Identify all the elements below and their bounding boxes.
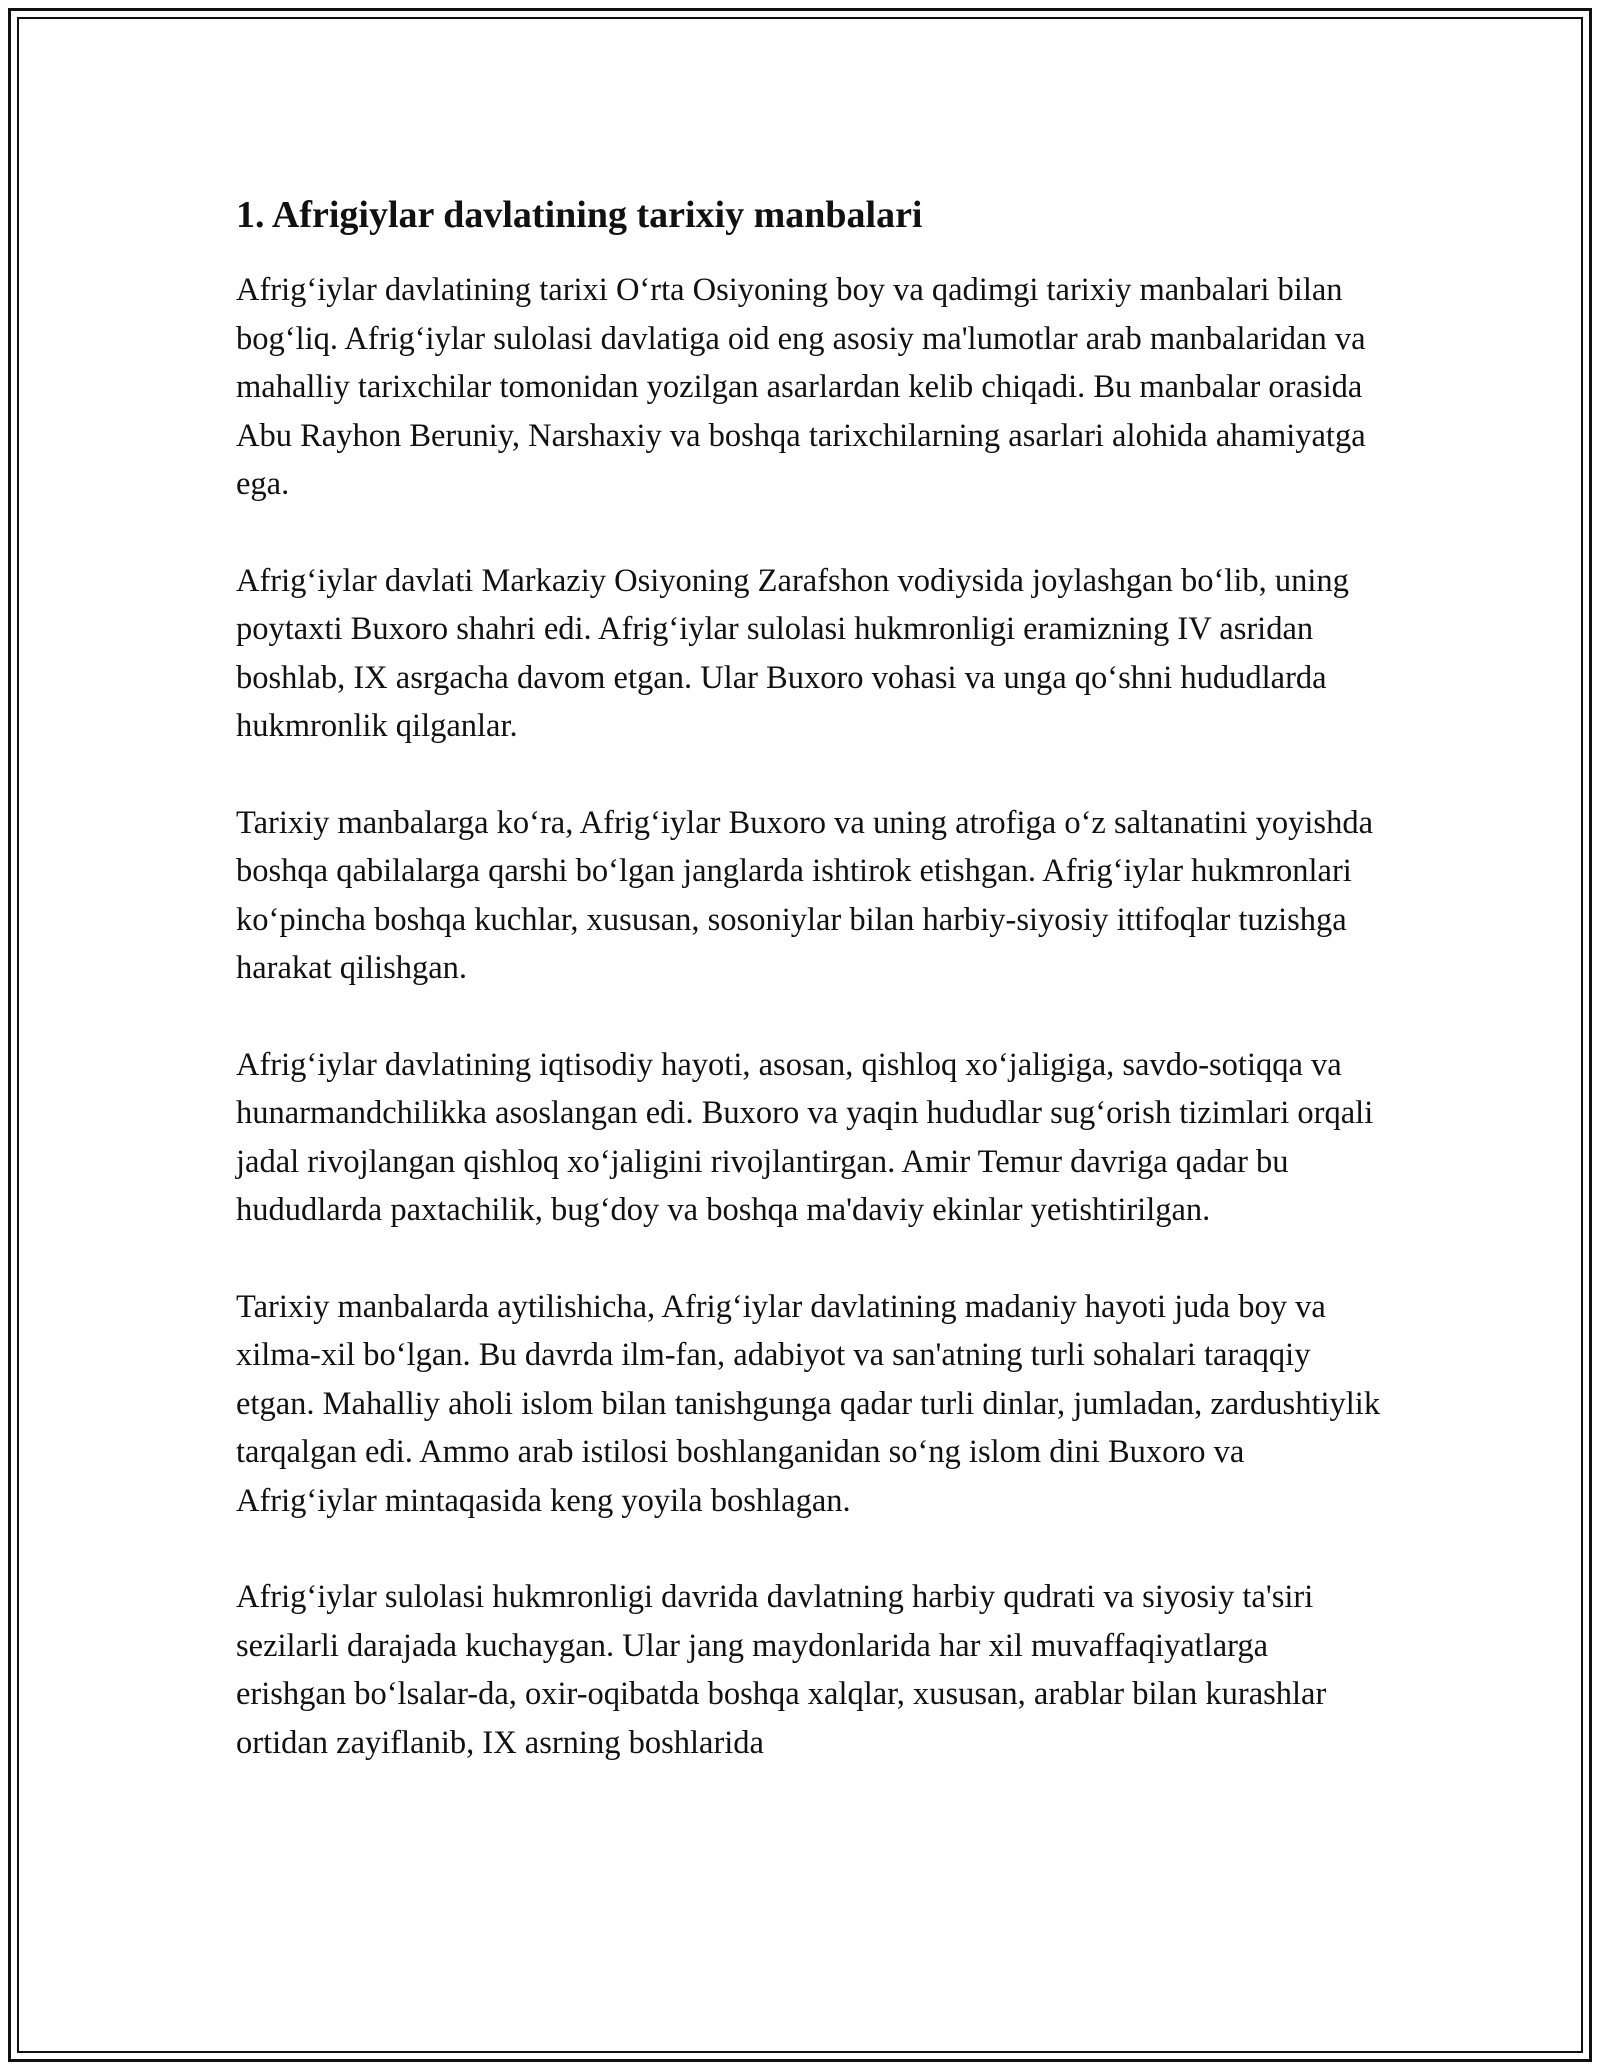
paragraph-sources: Afrig‘iylar davlatining tarixi O‘rta Osiyoning boy va qadimgi tarixiy manbalari bilan bog‘liq. Afrig‘iylar sulolasi davlatiga oid eng asosiy ma'lumotlar arab manbalaridan va mahalliy tarixchilar tomonidan yozilgan asarlardan kelib chiqadi. Bu manbalar orasida Abu Rayhon Beruniy, Narshaxiy va boshqa tarixchilarning asarlari alohida ahamiyatga ega.: [236, 272, 1366, 502]
paragraph-culture: Tarixiy manbalarda aytilishicha, Afrig‘iylar davlatining madaniy hayoti juda boy va xilma-xil bo‘lgan. Bu davrda ilm-fan, adabiyot va san'atning turli sohalari taraqqiy etgan. Mahalliy aholi islom bilan tanishgunga qadar turli dinlar, jumladan, zardushtiylik tarqalgan edi. Ammo arab istilosi boshlanganidan so‘ng islom dini Buxoro va Afrig‘iylar mintaqasida keng yoyila boshlagan.: [236, 1288, 1381, 1519]
document-body: [236, 190, 1386, 1815]
paragraph-military: Tarixiy manbalarga ko‘ra, Afrig‘iylar Buxoro va uning atrofiga o‘z saltanatini yoyishda boshqa qabilalarga qarshi bo‘lgan janglarda ishtirok etishgan. Afrig‘iylar hukmronlari ko‘pincha boshqa kuchlar, xususan, sosoniylar bilan harbiy-siyosiy ittifoqlar tuzishga harakat qilishgan.: [236, 804, 1373, 986]
paragraph-location: Afrig‘iylar davlati Markaziy Osiyoning Zarafshon vodiysida joylashgan bo‘lib, uning poytaxti Buxoro shahri edi. Afrig‘iylar sulolasi hukmronligi eramizning IV asridan boshlab, IX asrgacha davom etgan. Ular Buxoro vohasi va unga qo‘shni hududlarda hukmronlik qilganlar.: [236, 562, 1349, 744]
section-heading: 1. Afrigiylar davlatining tarixiy manbalari: [236, 194, 923, 236]
paragraph-decline: Afrig‘iylar sulolasi hukmronligi davrida davlatning harbiy qudrati va siyosiy ta'siri sezilarli darajada kuchaygan. Ular jang maydonlarida har xil muvaffaqiyatlarga erishgan bo‘lsalar-da, oxir-oqibatda boshqa xalqlar, xususan, arablar bilan kurashlar ortidan zayiflanib, IX asrning boshlarida: [236, 1579, 1327, 1761]
paragraph-economy: Afrig‘iylar davlatining iqtisodiy hayoti, asosan, qishloq xo‘jaligiga, savdo-sotiqqa va hunarmandchilikka asoslangan edi. Buxoro va yaqin hududlar sug‘orish tizimlari orqali jadal rivojlangan qishloq xo‘jaligini rivojlantirgan. Amir Temur davriga qadar bu hududlarda paxtachilik, bug‘doy va boshqa ma'daviy ekinlar yetishtirilgan.: [236, 1046, 1374, 1228]
